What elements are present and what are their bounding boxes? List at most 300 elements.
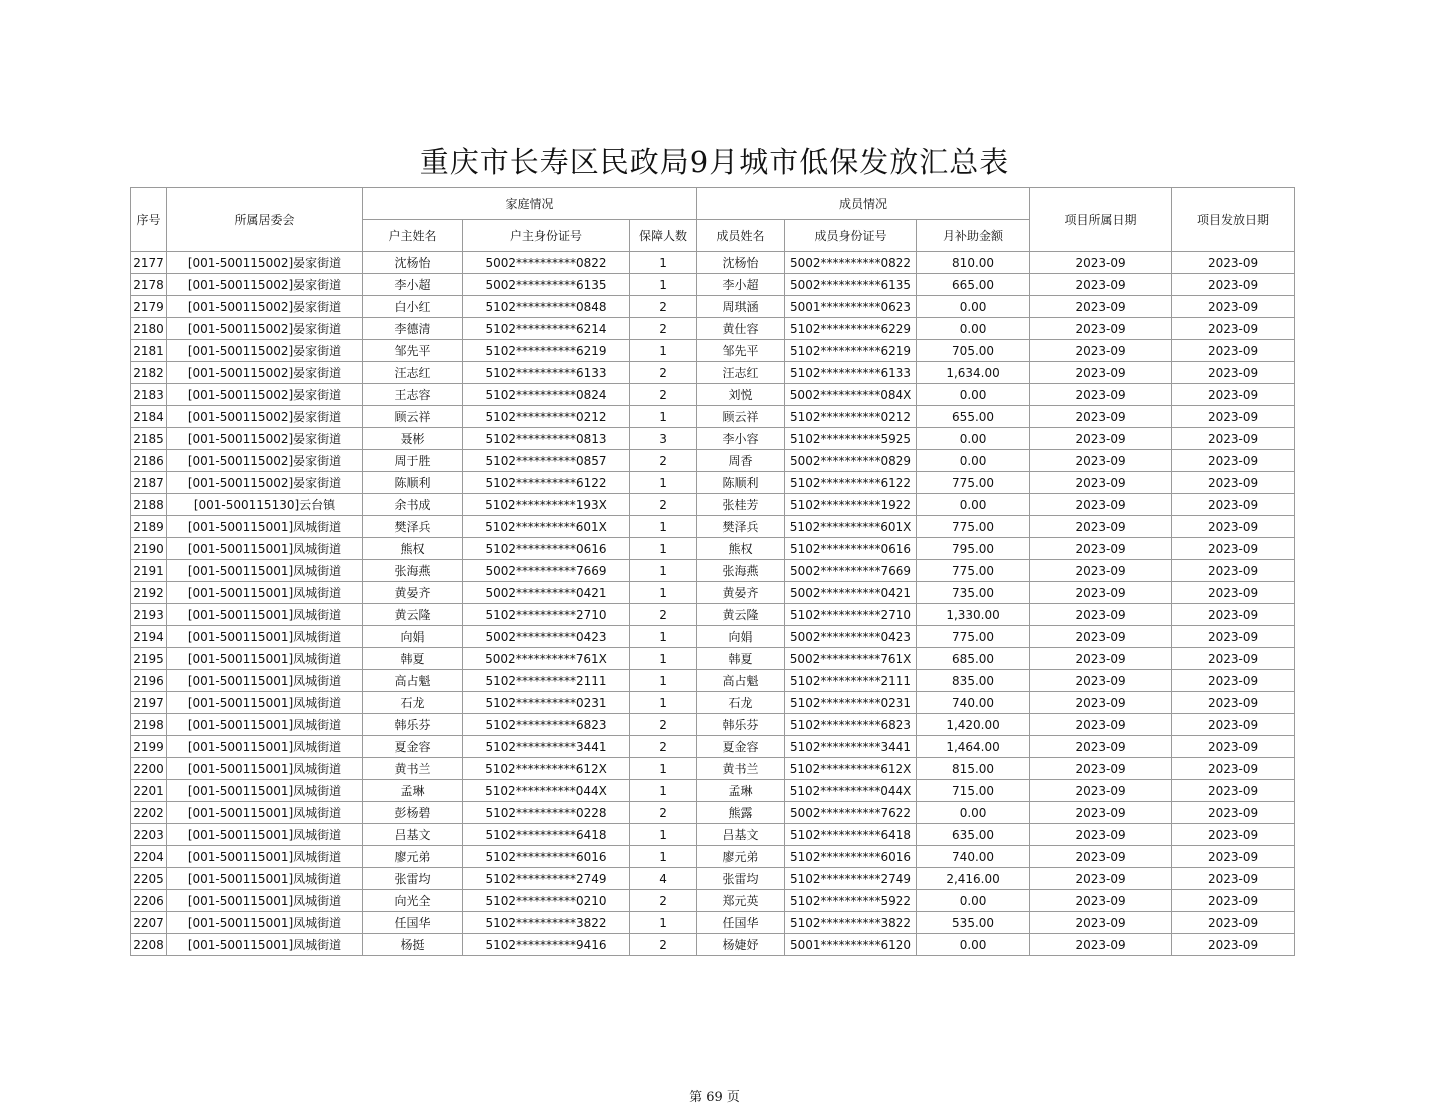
header-head-id: 户主身份证号 (463, 220, 630, 252)
cell-committee: [001-500115002]晏家街道 (167, 472, 363, 494)
cell-committee: [001-500115002]晏家街道 (167, 252, 363, 274)
cell-member-name: 任国华 (697, 912, 785, 934)
cell-member-name: 沈杨怡 (697, 252, 785, 274)
cell-head-id: 5002**********0822 (463, 252, 630, 274)
cell-amount: 0.00 (917, 802, 1030, 824)
cell-member-id: 5001**********0623 (785, 296, 917, 318)
cell-amount: 815.00 (917, 758, 1030, 780)
cell-count: 2 (630, 362, 697, 384)
cell-project-date: 2023-09 (1030, 560, 1172, 582)
cell-committee: [001-500115002]晏家街道 (167, 384, 363, 406)
cell-member-name: 周香 (697, 450, 785, 472)
cell-member-name: 顾云祥 (697, 406, 785, 428)
cell-committee: [001-500115001]凤城街道 (167, 538, 363, 560)
cell-head-id: 5002**********0421 (463, 582, 630, 604)
cell-member-id: 5002**********0822 (785, 252, 917, 274)
table-row (131, 318, 1295, 340)
cell-head-id: 5102**********6214 (463, 318, 630, 340)
header-member-name: 成员姓名 (697, 220, 785, 252)
header-amount: 月补助金额 (917, 220, 1030, 252)
cell-head-id: 5102**********9416 (463, 934, 630, 956)
cell-issue-date: 2023-09 (1172, 538, 1295, 560)
cell-project-date: 2023-09 (1030, 846, 1172, 868)
cell-head-name: 汪志红 (363, 362, 463, 384)
cell-committee: [001-500115002]晏家街道 (167, 428, 363, 450)
cell-count: 1 (630, 516, 697, 538)
cell-count: 2 (630, 736, 697, 758)
cell-head-id: 5102**********6133 (463, 362, 630, 384)
cell-head-name: 周于胜 (363, 450, 463, 472)
cell-member-name: 熊露 (697, 802, 785, 824)
cell-committee: [001-500115001]凤城街道 (167, 890, 363, 912)
cell-head-name: 黄云隆 (363, 604, 463, 626)
cell-project-date: 2023-09 (1030, 604, 1172, 626)
cell-head-id: 5102**********6418 (463, 824, 630, 846)
cell-head-id: 5102**********6219 (463, 340, 630, 362)
cell-project-date: 2023-09 (1030, 648, 1172, 670)
cell-head-id: 5102**********0231 (463, 692, 630, 714)
cell-issue-date: 2023-09 (1172, 648, 1295, 670)
cell-head-name: 陈顺利 (363, 472, 463, 494)
cell-member-id: 5002**********6135 (785, 274, 917, 296)
cell-member-name: 杨婕妤 (697, 934, 785, 956)
cell-count: 1 (630, 538, 697, 560)
cell-issue-date: 2023-09 (1172, 626, 1295, 648)
cell-member-name: 熊权 (697, 538, 785, 560)
cell-head-id: 5102**********0616 (463, 538, 630, 560)
cell-head-name: 邹先平 (363, 340, 463, 362)
header-seq: 序号 (131, 188, 167, 252)
cell-member-id: 5002**********0829 (785, 450, 917, 472)
cell-member-name: 黄仕容 (697, 318, 785, 340)
cell-head-name: 彭杨碧 (363, 802, 463, 824)
cell-member-name: 石龙 (697, 692, 785, 714)
cell-member-id: 5001**********6120 (785, 934, 917, 956)
cell-head-id: 5102**********0228 (463, 802, 630, 824)
cell-amount: 2,416.00 (917, 868, 1030, 890)
header-head-name: 户主姓名 (363, 220, 463, 252)
cell-amount: 775.00 (917, 560, 1030, 582)
cell-member-id: 5102**********6016 (785, 846, 917, 868)
cell-head-id: 5102**********0212 (463, 406, 630, 428)
cell-amount: 635.00 (917, 824, 1030, 846)
table-row (131, 296, 1295, 318)
cell-member-name: 陈顺利 (697, 472, 785, 494)
cell-issue-date: 2023-09 (1172, 450, 1295, 472)
cell-amount: 0.00 (917, 450, 1030, 472)
cell-project-date: 2023-09 (1030, 252, 1172, 274)
table-row (131, 868, 1295, 890)
table-row (131, 428, 1295, 450)
cell-count: 1 (630, 670, 697, 692)
table-row (131, 692, 1295, 714)
cell-seq: 2204 (131, 846, 167, 868)
table-row (131, 802, 1295, 824)
cell-member-name: 郑元英 (697, 890, 785, 912)
cell-member-name: 韩乐芬 (697, 714, 785, 736)
cell-amount: 1,634.00 (917, 362, 1030, 384)
cell-head-name: 聂彬 (363, 428, 463, 450)
cell-issue-date: 2023-09 (1172, 362, 1295, 384)
table-row (131, 362, 1295, 384)
cell-count: 1 (630, 406, 697, 428)
cell-head-id: 5002**********7669 (463, 560, 630, 582)
cell-committee: [001-500115001]凤城街道 (167, 868, 363, 890)
cell-member-id: 5102**********2710 (785, 604, 917, 626)
cell-amount: 795.00 (917, 538, 1030, 560)
cell-committee: [001-500115001]凤城街道 (167, 714, 363, 736)
table-row (131, 670, 1295, 692)
cell-committee: [001-500115002]晏家街道 (167, 450, 363, 472)
cell-member-id: 5102**********6823 (785, 714, 917, 736)
cell-seq: 2191 (131, 560, 167, 582)
cell-project-date: 2023-09 (1030, 406, 1172, 428)
cell-count: 1 (630, 758, 697, 780)
cell-head-name: 廖元弟 (363, 846, 463, 868)
header-member-group: 成员情况 (697, 188, 1030, 220)
cell-head-name: 樊泽兵 (363, 516, 463, 538)
header-count: 保障人数 (630, 220, 697, 252)
cell-member-name: 张雷均 (697, 868, 785, 890)
cell-head-name: 向娟 (363, 626, 463, 648)
cell-issue-date: 2023-09 (1172, 736, 1295, 758)
cell-head-name: 黄书兰 (363, 758, 463, 780)
cell-project-date: 2023-09 (1030, 340, 1172, 362)
cell-issue-date: 2023-09 (1172, 252, 1295, 274)
cell-seq: 2203 (131, 824, 167, 846)
table-header (131, 188, 1295, 252)
table-row (131, 736, 1295, 758)
cell-amount: 0.00 (917, 890, 1030, 912)
table-row (131, 274, 1295, 296)
cell-count: 1 (630, 692, 697, 714)
table-row (131, 472, 1295, 494)
cell-member-name: 黄书兰 (697, 758, 785, 780)
cell-head-id: 5102**********0813 (463, 428, 630, 450)
cell-count: 2 (630, 890, 697, 912)
cell-seq: 2189 (131, 516, 167, 538)
cell-seq: 2200 (131, 758, 167, 780)
cell-member-id: 5102**********0212 (785, 406, 917, 428)
cell-project-date: 2023-09 (1030, 472, 1172, 494)
cell-issue-date: 2023-09 (1172, 692, 1295, 714)
cell-project-date: 2023-09 (1030, 736, 1172, 758)
table-row (131, 912, 1295, 934)
cell-amount: 735.00 (917, 582, 1030, 604)
cell-head-id: 5102**********0857 (463, 450, 630, 472)
table-row (131, 934, 1295, 956)
cell-amount: 775.00 (917, 472, 1030, 494)
cell-member-id: 5102**********5922 (785, 890, 917, 912)
cell-committee: [001-500115002]晏家街道 (167, 274, 363, 296)
cell-seq: 2177 (131, 252, 167, 274)
cell-member-name: 张海燕 (697, 560, 785, 582)
cell-count: 1 (630, 340, 697, 362)
cell-issue-date: 2023-09 (1172, 274, 1295, 296)
cell-head-id: 5102**********2749 (463, 868, 630, 890)
cell-member-name: 廖元弟 (697, 846, 785, 868)
cell-member-id: 5002**********084X (785, 384, 917, 406)
cell-committee: [001-500115001]凤城街道 (167, 780, 363, 802)
cell-head-name: 余书成 (363, 494, 463, 516)
cell-member-id: 5002**********7622 (785, 802, 917, 824)
cell-issue-date: 2023-09 (1172, 428, 1295, 450)
cell-head-id: 5102**********6122 (463, 472, 630, 494)
cell-seq: 2195 (131, 648, 167, 670)
cell-head-name: 孟琳 (363, 780, 463, 802)
cell-member-id: 5102**********6229 (785, 318, 917, 340)
cell-project-date: 2023-09 (1030, 516, 1172, 538)
cell-member-name: 周琪涵 (697, 296, 785, 318)
cell-head-name: 韩乐芬 (363, 714, 463, 736)
cell-member-name: 樊泽兵 (697, 516, 785, 538)
cell-issue-date: 2023-09 (1172, 318, 1295, 340)
cell-issue-date: 2023-09 (1172, 758, 1295, 780)
cell-member-id: 5102**********2111 (785, 670, 917, 692)
cell-committee: [001-500115001]凤城街道 (167, 626, 363, 648)
cell-committee: [001-500115002]晏家街道 (167, 362, 363, 384)
cell-seq: 2201 (131, 780, 167, 802)
cell-issue-date: 2023-09 (1172, 824, 1295, 846)
cell-committee: [001-500115001]凤城街道 (167, 582, 363, 604)
cell-committee: [001-500115001]凤城街道 (167, 516, 363, 538)
header-issue-date: 项目发放日期 (1172, 188, 1295, 252)
cell-project-date: 2023-09 (1030, 868, 1172, 890)
cell-seq: 2183 (131, 384, 167, 406)
cell-project-date: 2023-09 (1030, 582, 1172, 604)
cell-amount: 705.00 (917, 340, 1030, 362)
cell-seq: 2181 (131, 340, 167, 362)
cell-issue-date: 2023-09 (1172, 494, 1295, 516)
cell-committee: [001-500115001]凤城街道 (167, 736, 363, 758)
cell-count: 2 (630, 934, 697, 956)
cell-seq: 2180 (131, 318, 167, 340)
cell-amount: 655.00 (917, 406, 1030, 428)
cell-head-name: 张雷均 (363, 868, 463, 890)
table-row (131, 648, 1295, 670)
cell-project-date: 2023-09 (1030, 626, 1172, 648)
cell-member-name: 邹先平 (697, 340, 785, 362)
cell-head-id: 5102**********601X (463, 516, 630, 538)
cell-member-name: 韩夏 (697, 648, 785, 670)
cell-amount: 0.00 (917, 934, 1030, 956)
cell-head-id: 5002**********6135 (463, 274, 630, 296)
cell-head-name: 任国华 (363, 912, 463, 934)
cell-count: 1 (630, 912, 697, 934)
cell-project-date: 2023-09 (1030, 494, 1172, 516)
cell-member-id: 5102**********6133 (785, 362, 917, 384)
table-row (131, 714, 1295, 736)
cell-member-id: 5002**********0421 (785, 582, 917, 604)
cell-head-id: 5102**********044X (463, 780, 630, 802)
cell-member-name: 夏金容 (697, 736, 785, 758)
cell-head-name: 李小超 (363, 274, 463, 296)
cell-project-date: 2023-09 (1030, 714, 1172, 736)
cell-member-id: 5102**********0231 (785, 692, 917, 714)
cell-member-id: 5102**********5925 (785, 428, 917, 450)
cell-seq: 2208 (131, 934, 167, 956)
cell-project-date: 2023-09 (1030, 296, 1172, 318)
cell-head-id: 5102**********2111 (463, 670, 630, 692)
cell-member-name: 高占魁 (697, 670, 785, 692)
cell-amount: 0.00 (917, 318, 1030, 340)
cell-count: 1 (630, 846, 697, 868)
header-member-id: 成员身份证号 (785, 220, 917, 252)
table-row (131, 494, 1295, 516)
cell-seq: 2198 (131, 714, 167, 736)
cell-issue-date: 2023-09 (1172, 604, 1295, 626)
cell-head-id: 5102**********193X (463, 494, 630, 516)
cell-project-date: 2023-09 (1030, 274, 1172, 296)
table-row (131, 450, 1295, 472)
cell-head-name: 顾云祥 (363, 406, 463, 428)
cell-committee: [001-500115001]凤城街道 (167, 692, 363, 714)
table-row (131, 604, 1295, 626)
cell-head-id: 5102**********6823 (463, 714, 630, 736)
cell-count: 2 (630, 384, 697, 406)
cell-issue-date: 2023-09 (1172, 670, 1295, 692)
cell-seq: 2186 (131, 450, 167, 472)
cell-seq: 2199 (131, 736, 167, 758)
cell-seq: 2196 (131, 670, 167, 692)
table-row (131, 538, 1295, 560)
cell-member-id: 5102**********6219 (785, 340, 917, 362)
table-row (131, 846, 1295, 868)
cell-amount: 1,464.00 (917, 736, 1030, 758)
cell-member-name: 张桂芳 (697, 494, 785, 516)
cell-issue-date: 2023-09 (1172, 890, 1295, 912)
cell-committee: [001-500115001]凤城街道 (167, 604, 363, 626)
table-row (131, 406, 1295, 428)
cell-seq: 2207 (131, 912, 167, 934)
table-row (131, 384, 1295, 406)
cell-project-date: 2023-09 (1030, 802, 1172, 824)
allowance-table (130, 187, 1295, 956)
cell-head-name: 高占魁 (363, 670, 463, 692)
cell-committee: [001-500115001]凤城街道 (167, 824, 363, 846)
cell-member-id: 5002**********0423 (785, 626, 917, 648)
cell-head-name: 白小红 (363, 296, 463, 318)
cell-seq: 2206 (131, 890, 167, 912)
cell-amount: 775.00 (917, 626, 1030, 648)
cell-count: 1 (630, 472, 697, 494)
cell-issue-date: 2023-09 (1172, 560, 1295, 582)
cell-count: 1 (630, 252, 697, 274)
cell-count: 2 (630, 802, 697, 824)
cell-issue-date: 2023-09 (1172, 472, 1295, 494)
cell-issue-date: 2023-09 (1172, 934, 1295, 956)
cell-head-name: 王志容 (363, 384, 463, 406)
cell-member-name: 李小超 (697, 274, 785, 296)
cell-amount: 715.00 (917, 780, 1030, 802)
table-row (131, 340, 1295, 362)
cell-issue-date: 2023-09 (1172, 802, 1295, 824)
cell-head-name: 吕基文 (363, 824, 463, 846)
cell-issue-date: 2023-09 (1172, 780, 1295, 802)
cell-committee: [001-500115001]凤城街道 (167, 560, 363, 582)
table-row (131, 582, 1295, 604)
cell-head-name: 沈杨怡 (363, 252, 463, 274)
page-number: 第 69 页 (689, 1090, 740, 1105)
table-body (131, 252, 1295, 956)
cell-member-id: 5102**********044X (785, 780, 917, 802)
cell-amount: 1,420.00 (917, 714, 1030, 736)
cell-head-name: 向光全 (363, 890, 463, 912)
cell-head-id: 5102**********612X (463, 758, 630, 780)
cell-member-id: 5102**********3822 (785, 912, 917, 934)
cell-member-name: 刘悦 (697, 384, 785, 406)
cell-count: 1 (630, 582, 697, 604)
cell-count: 1 (630, 780, 697, 802)
cell-committee: [001-500115001]凤城街道 (167, 934, 363, 956)
cell-member-name: 黄云隆 (697, 604, 785, 626)
cell-amount: 740.00 (917, 846, 1030, 868)
cell-committee: [001-500115001]凤城街道 (167, 648, 363, 670)
cell-head-id: 5102**********0210 (463, 890, 630, 912)
cell-head-id: 5102**********0848 (463, 296, 630, 318)
cell-count: 1 (630, 626, 697, 648)
cell-seq: 2192 (131, 582, 167, 604)
page-title: 重庆市长寿区民政局9月城市低保发放汇总表 (419, 145, 1010, 179)
cell-seq: 2184 (131, 406, 167, 428)
cell-project-date: 2023-09 (1030, 692, 1172, 714)
cell-project-date: 2023-09 (1030, 428, 1172, 450)
cell-committee: [001-500115002]晏家街道 (167, 296, 363, 318)
cell-committee: [001-500115001]凤城街道 (167, 802, 363, 824)
cell-head-name: 黄晏齐 (363, 582, 463, 604)
cell-issue-date: 2023-09 (1172, 868, 1295, 890)
cell-seq: 2188 (131, 494, 167, 516)
cell-project-date: 2023-09 (1030, 318, 1172, 340)
cell-seq: 2190 (131, 538, 167, 560)
cell-head-id: 5102**********0824 (463, 384, 630, 406)
cell-project-date: 2023-09 (1030, 538, 1172, 560)
cell-issue-date: 2023-09 (1172, 296, 1295, 318)
cell-member-name: 向娟 (697, 626, 785, 648)
cell-committee: [001-500115002]晏家街道 (167, 318, 363, 340)
cell-member-id: 5102**********3441 (785, 736, 917, 758)
cell-head-name: 韩夏 (363, 648, 463, 670)
cell-count: 1 (630, 824, 697, 846)
cell-seq: 2194 (131, 626, 167, 648)
cell-head-name: 熊权 (363, 538, 463, 560)
cell-count: 2 (630, 494, 697, 516)
cell-member-id: 5102**********601X (785, 516, 917, 538)
cell-seq: 2205 (131, 868, 167, 890)
cell-committee: [001-500115001]凤城街道 (167, 670, 363, 692)
table-row (131, 890, 1295, 912)
table-row (131, 560, 1295, 582)
cell-project-date: 2023-09 (1030, 670, 1172, 692)
cell-head-name: 夏金容 (363, 736, 463, 758)
cell-amount: 0.00 (917, 384, 1030, 406)
cell-amount: 810.00 (917, 252, 1030, 274)
cell-seq: 2182 (131, 362, 167, 384)
cell-project-date: 2023-09 (1030, 934, 1172, 956)
cell-amount: 835.00 (917, 670, 1030, 692)
cell-member-name: 吕基文 (697, 824, 785, 846)
cell-project-date: 2023-09 (1030, 362, 1172, 384)
cell-count: 3 (630, 428, 697, 450)
table-row (131, 780, 1295, 802)
cell-amount: 665.00 (917, 274, 1030, 296)
cell-project-date: 2023-09 (1030, 890, 1172, 912)
table-row (131, 516, 1295, 538)
cell-member-id: 5102**********6418 (785, 824, 917, 846)
cell-count: 4 (630, 868, 697, 890)
cell-amount: 535.00 (917, 912, 1030, 934)
cell-member-id: 5102**********6122 (785, 472, 917, 494)
